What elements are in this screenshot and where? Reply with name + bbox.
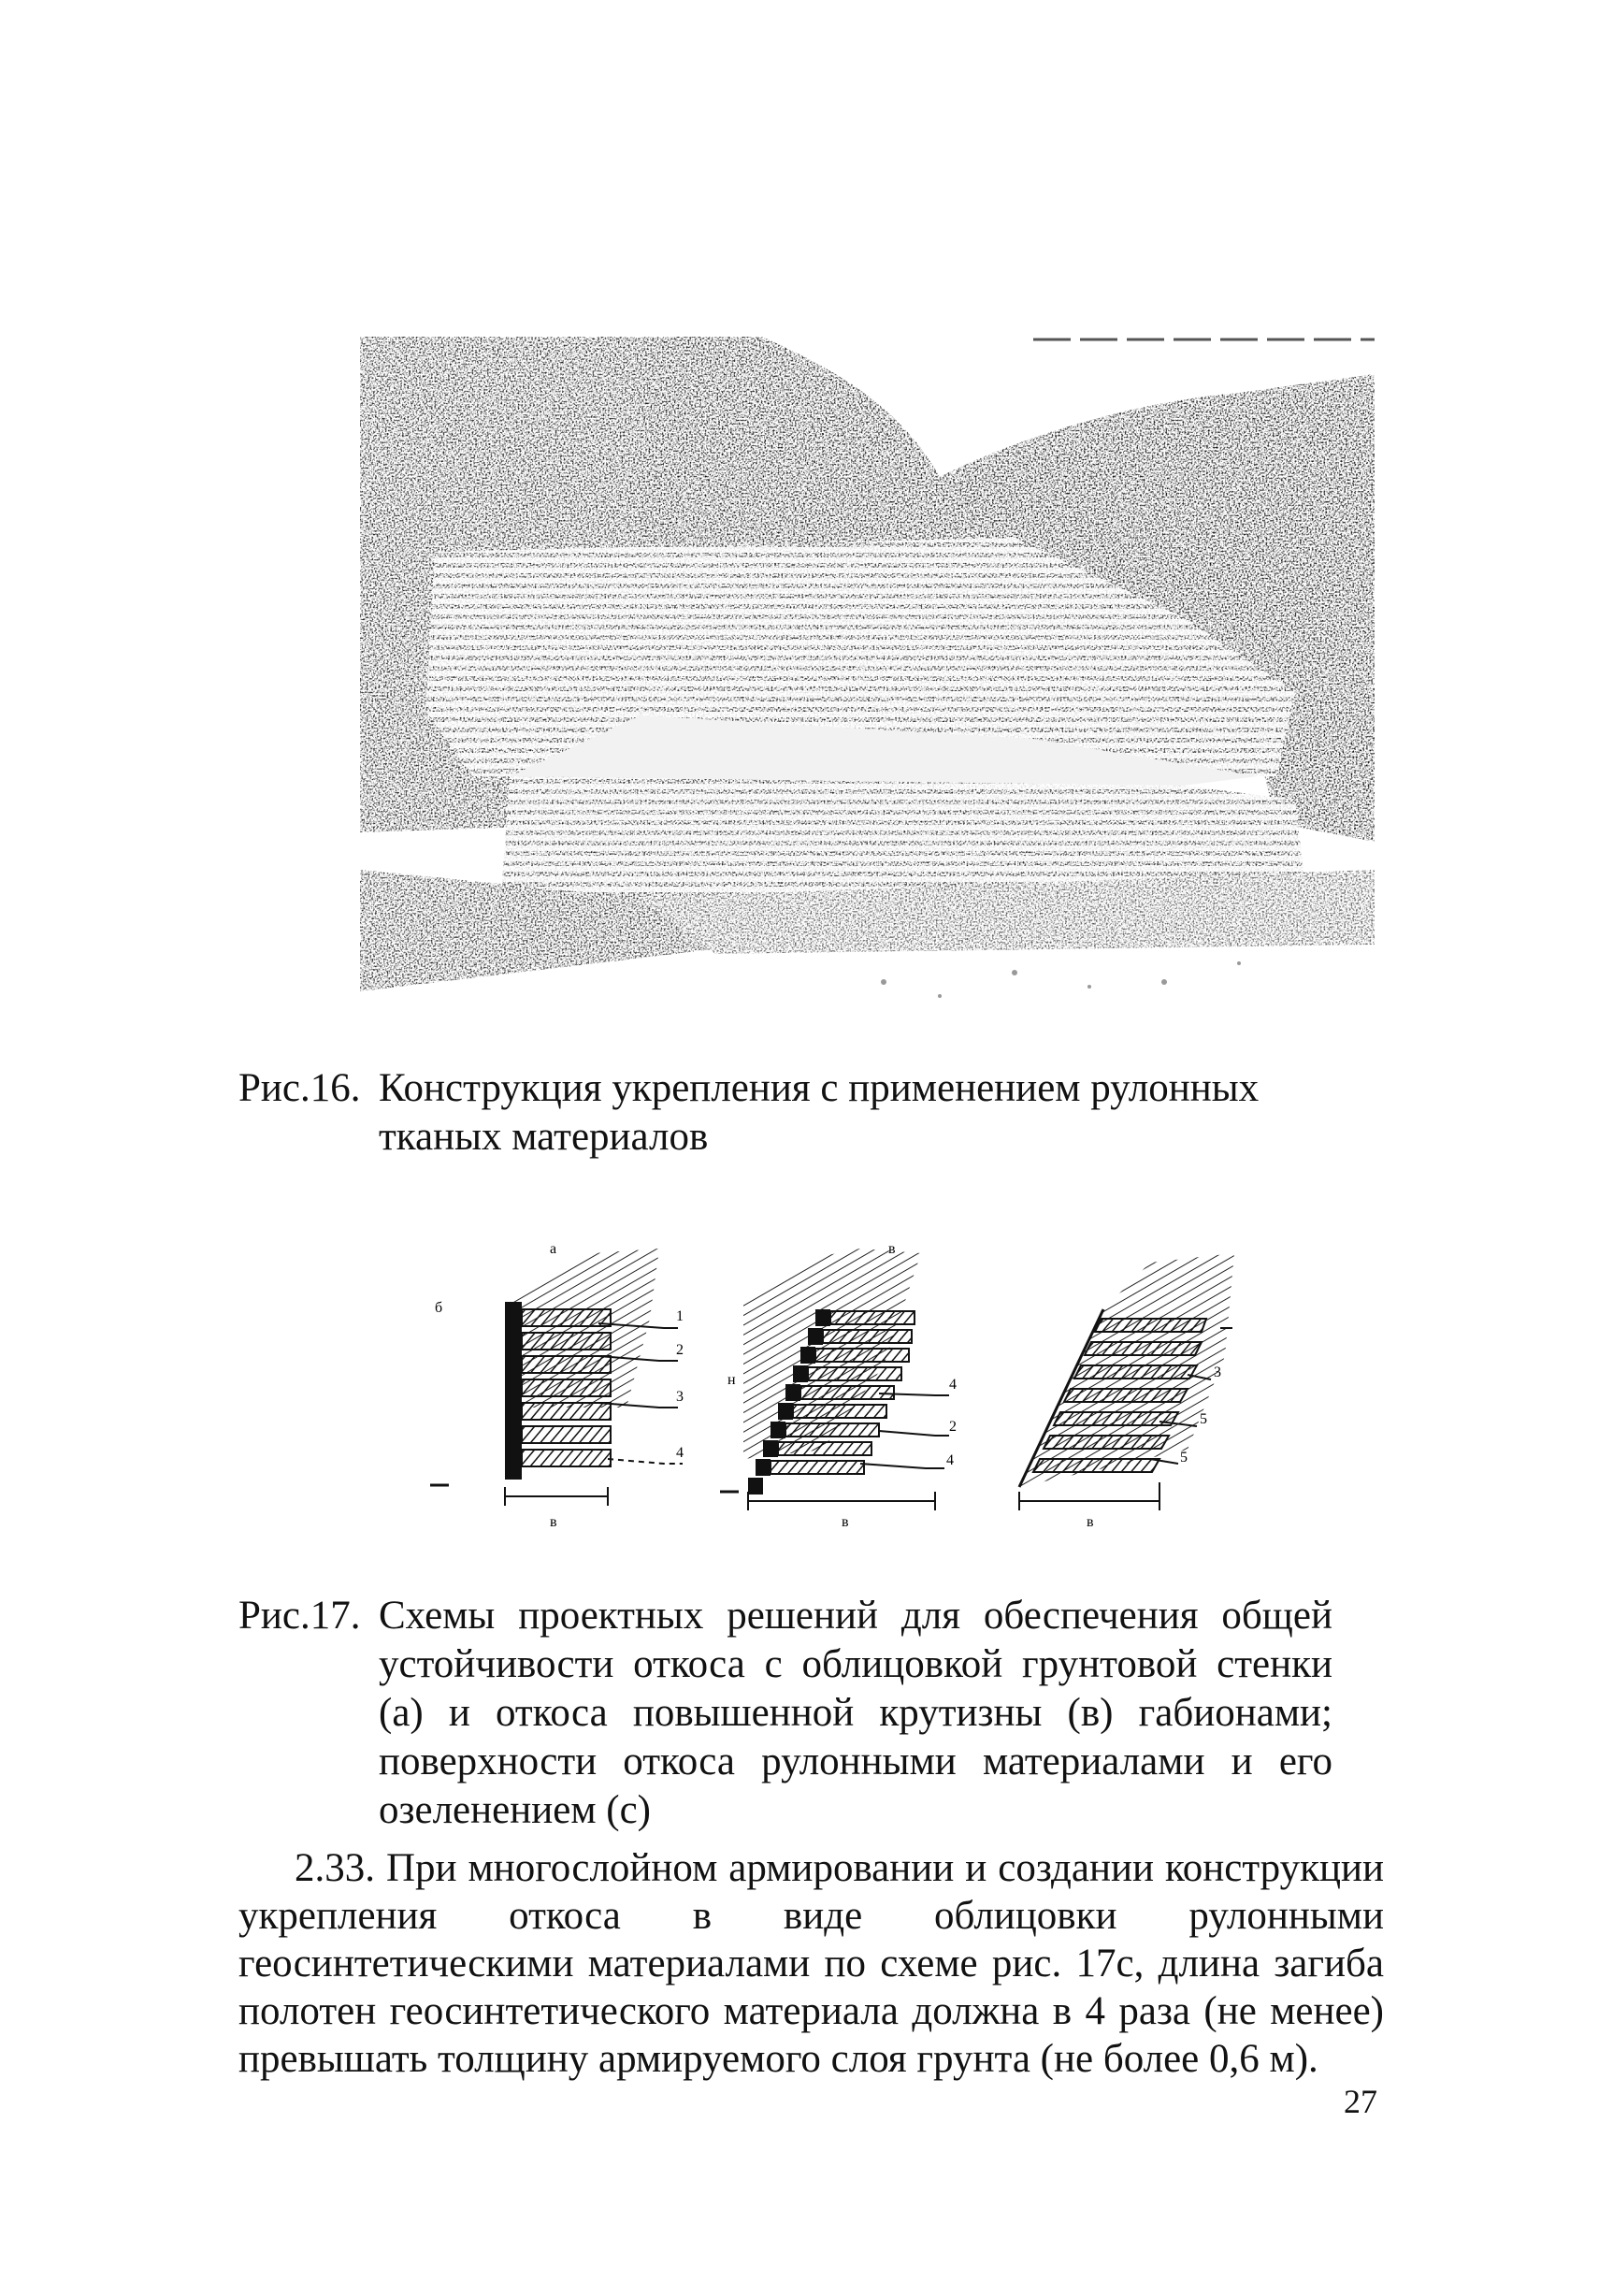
scheme-b-bottom-letter: в: [842, 1514, 849, 1530]
scheme-a-callout-1: 1: [676, 1308, 684, 1324]
scheme-c: [1019, 1253, 1234, 1530]
scheme-b: [720, 1241, 957, 1530]
scheme-a: [430, 1241, 684, 1530]
figure-16-photo: [360, 337, 1375, 1024]
figure-16-label: Рис.16.: [238, 1066, 361, 1110]
figure-17-schemes: [411, 1235, 1272, 1557]
scheme-a-callout-2: 2: [676, 1342, 684, 1358]
scheme-b-callout-2: 2: [949, 1419, 957, 1435]
scheme-c-bottom-letter: в: [1087, 1514, 1094, 1530]
scheme-a-side-letter: б: [435, 1300, 443, 1316]
scheme-c-callout-3: 5: [1180, 1450, 1188, 1466]
scheme-a-bottom-letter: в: [550, 1514, 557, 1530]
scheme-c-callout-1: 3: [1214, 1365, 1221, 1380]
scheme-a-callout-3: 3: [676, 1389, 684, 1405]
figure-17-caption-text: Схемы проектных решений для обеспечения общей устойчивости откоса с облицовкой грунтовой стенки (а) и откоса повышенной крутизны (в) габионами; поверхности откоса рулонными материалами и его озеленением (с): [379, 1594, 1332, 1832]
page-number: 27: [1344, 2083, 1377, 2120]
figure-17-label: Рис.17.: [238, 1594, 361, 1638]
scheme-a-top-letter: а: [550, 1241, 557, 1257]
scheme-c-callout-2: 5: [1200, 1411, 1207, 1427]
figure-17-caption: [238, 1592, 1332, 1835]
scheme-b-top-letter: в: [888, 1241, 896, 1257]
scheme-b-callout-1: 4: [949, 1377, 957, 1393]
figure-16-caption-text: Конструкция укрепления с применением рулонных тканых материалов: [379, 1066, 1260, 1159]
scheme-a-callout-4: 4: [676, 1445, 684, 1461]
scheme-b-callout-3: 4: [946, 1452, 954, 1468]
scheme-b-side-letter: н: [727, 1372, 736, 1388]
paragraph-2-33: 2.33. При многослойном армировании и создании конструкции укрепления откоса в виде облицовки рулонными геосинтетическими материалами по схеме рис. 17с, длина загиба полотен геосинтетического материала должна в 4 раза (не менее) превышать толщину армируемого слоя грунта (не более 0,6 м).: [238, 1846, 1384, 2081]
figure-16-caption: [238, 1064, 1361, 1162]
